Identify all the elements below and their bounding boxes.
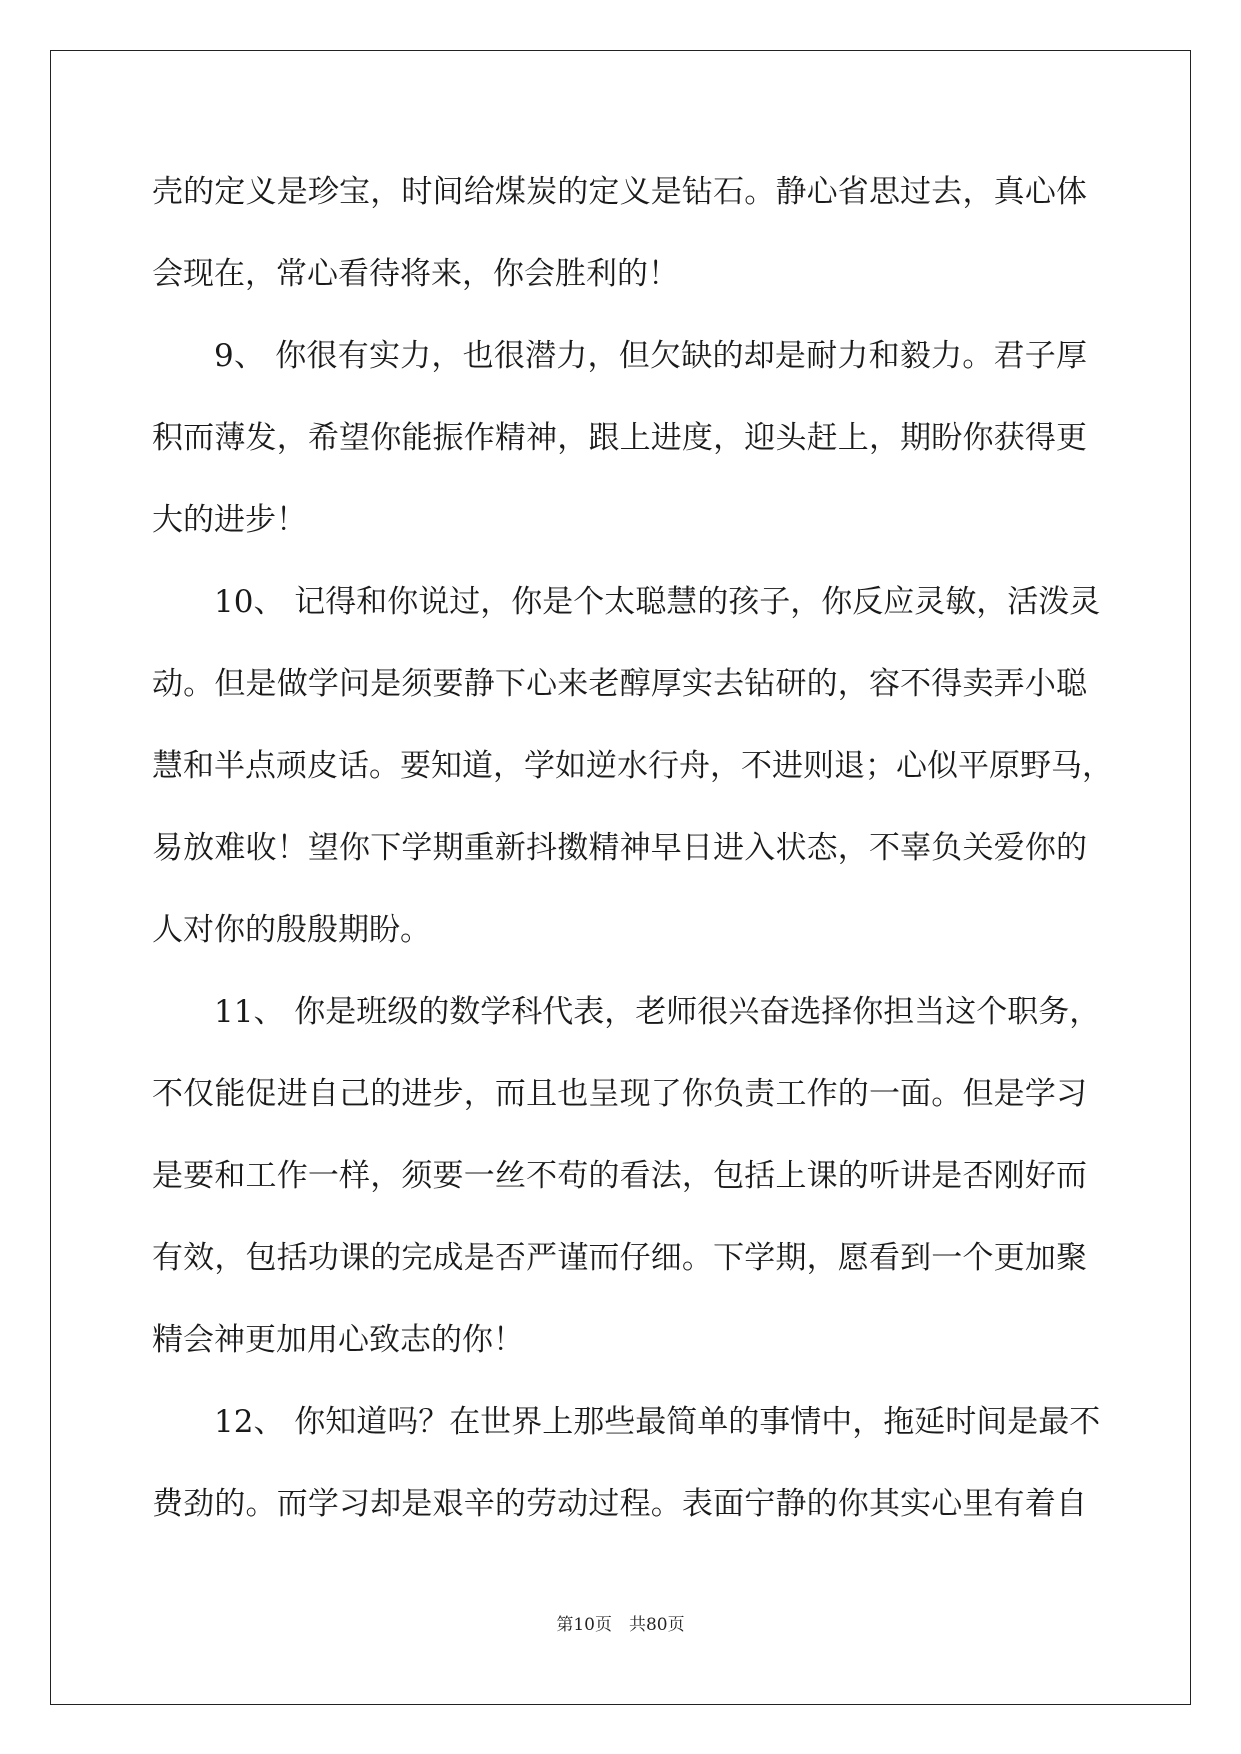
- text-line: 会现在，常心看待将来，你会胜利的！: [152, 256, 679, 292]
- page-number-footer: 第10页 共80页: [556, 1615, 685, 1635]
- document-body: [152, 160, 1113, 1554]
- text-line: 积而薄发，希望你能振作精神，跟上进度，迎头赶上，期盼你获得更: [152, 420, 1087, 456]
- text-line: 人对你的殷殷期盼。: [152, 912, 431, 948]
- paragraph-12-first-line: 12、 你知道吗？在世界上那些最简单的事情中，拖延时间是最不: [214, 1404, 1101, 1440]
- text-line: 精会神更加用心致志的你！: [152, 1322, 524, 1358]
- text-line: 是要和工作一样，须要一丝不苟的看法，包括上课的听讲是否刚好而: [152, 1158, 1087, 1194]
- paragraph-9-first-line: 9、 你很有实力，也很潜力，但欠缺的却是耐力和毅力。君子厚: [214, 338, 1087, 374]
- text-line: 壳的定义是珍宝，时间给煤炭的定义是钻石。静心省思过去，真心体: [152, 174, 1087, 210]
- text-line: 大的进步！: [152, 502, 307, 538]
- text-line: 费劲的。而学习却是艰辛的劳动过程。表面宁静的你其实心里有着自: [152, 1486, 1087, 1522]
- text-line: 动。但是做学问是须要静下心来老醇厚实去钻研的，容不得卖弄小聪: [152, 666, 1087, 702]
- text-line: 易放难收！望你下学期重新抖擞精神早日进入状态，不辜负关爱你的: [152, 830, 1087, 866]
- text-line: 不仅能促进自己的进步，而且也呈现了你负责工作的一面。但是学习: [152, 1076, 1087, 1112]
- paragraph-11-first-line: 11、 你是班级的数学科代表，老师很兴奋选择你担当这个职务，: [214, 994, 1101, 1030]
- paragraph-10-first-line: 10、 记得和你说过，你是个太聪慧的孩子，你反应灵敏，活泼灵: [214, 584, 1101, 620]
- text-line: 有效，包括功课的完成是否严谨而仔细。下学期，愿看到一个更加聚: [152, 1240, 1087, 1276]
- text-line: 慧和半点顽皮话。要知道，学如逆水行舟，不进则退；心似平原野马，: [152, 748, 1113, 784]
